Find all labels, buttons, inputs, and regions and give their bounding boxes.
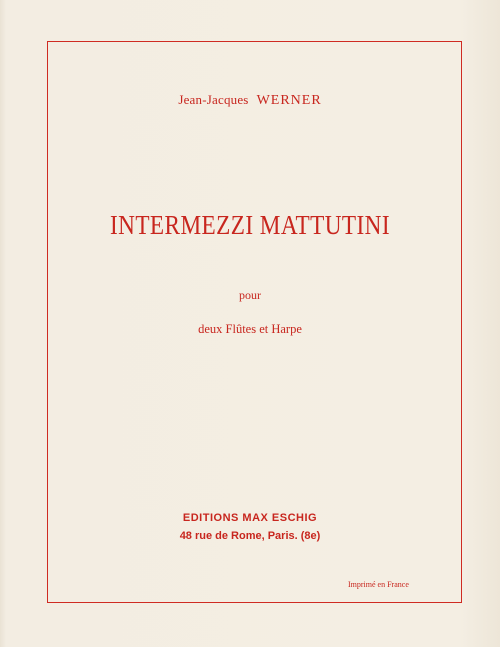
work-title: INTERMEZZI MATTUTINI: [109, 210, 391, 240]
composer-name: [0, 92, 500, 109]
publisher-name: EDITIONS MAX ESCHIG: [182, 512, 318, 524]
publisher-address: 48 rue de Rome, Paris. (8e): [179, 530, 321, 542]
imprint-note: Imprimé en France: [348, 580, 409, 589]
instrumentation: deux Flûtes et Harpe: [198, 322, 302, 336]
composer-given-name: Jean-Jacques: [178, 92, 249, 107]
pour-label: pour: [239, 288, 261, 302]
composer-surname: WERNER: [256, 93, 322, 108]
